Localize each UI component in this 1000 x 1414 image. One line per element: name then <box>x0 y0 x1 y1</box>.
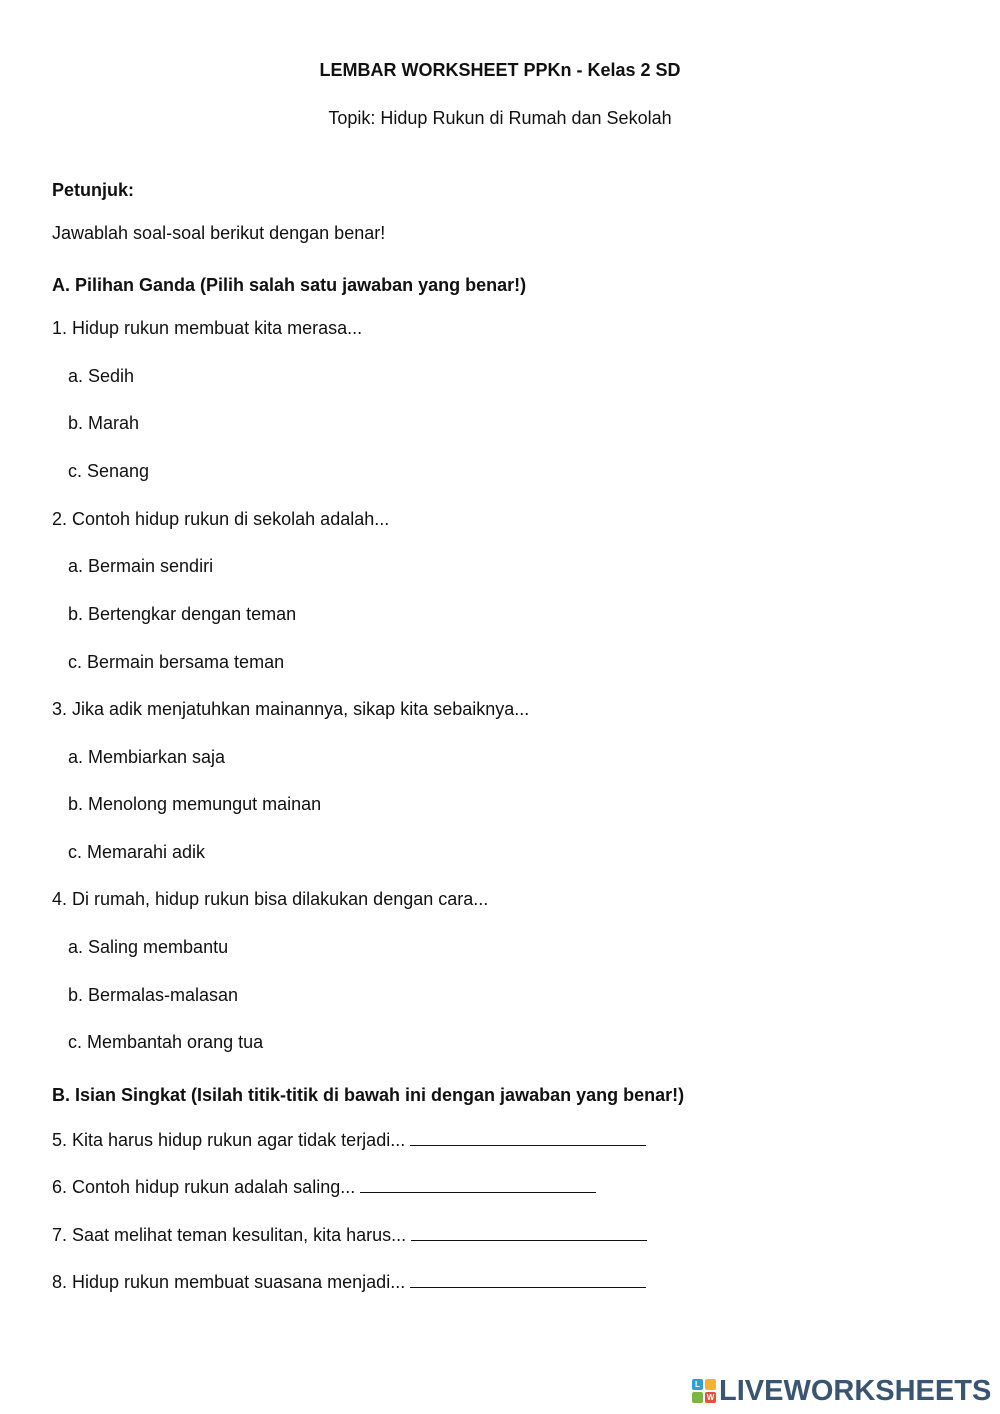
question-2-option-b[interactable]: b. Bertengkar dengan teman <box>68 604 297 624</box>
fill-question-7 <box>52 1222 647 1246</box>
section-a-heading: A. Pilihan Ganda (Pilih salah satu jawaban yang benar!) <box>52 275 527 295</box>
question-1: 1. Hidup rukun membuat kita merasa... <box>52 318 363 338</box>
question-2-option-a[interactable]: a. Bermain sendiri <box>68 556 214 576</box>
instructions-heading: Petunjuk: <box>52 180 135 200</box>
question-3-option-b[interactable]: b. Menolong memungut mainan <box>68 794 322 814</box>
question-4-option-b[interactable]: b. Bermalas-malasan <box>68 985 239 1005</box>
liveworksheets-logo-text: LIVEWORKSHEETS <box>719 1374 992 1407</box>
fill-question-6-text: 6. Contoh hidup rukun adalah saling... <box>52 1177 356 1197</box>
logo-icon-cell-1: L <box>692 1379 703 1390</box>
question-4: 4. Di rumah, hidup rukun bisa dilakukan dengan cara... <box>52 889 489 909</box>
worksheet-title: LEMBAR WORKSHEET PPKn - Kelas 2 SD <box>319 60 681 80</box>
fill-question-8-text: 8. Hidup rukun membuat suasana menjadi... <box>52 1272 406 1292</box>
question-2: 2. Contoh hidup rukun di sekolah adalah... <box>52 509 390 529</box>
liveworksheets-logo <box>692 1374 991 1408</box>
question-3-option-a[interactable]: a. Membiarkan saja <box>68 747 226 767</box>
fill-question-8 <box>52 1269 646 1293</box>
instructions-text: Jawablah soal-soal berikut dengan benar! <box>52 223 386 243</box>
worksheet-subtitle: Topik: Hidup Rukun di Rumah dan Sekolah <box>328 108 672 128</box>
fill-question-7-text: 7. Saat melihat teman kesulitan, kita harus... <box>52 1225 407 1245</box>
answer-blank-6[interactable] <box>360 1174 596 1193</box>
question-3: 3. Jika adik menjatuhkan mainannya, sikap kita sebaiknya... <box>52 699 530 719</box>
question-3-option-c[interactable]: c. Memarahi adik <box>68 842 206 862</box>
logo-icon-cell-2 <box>705 1379 716 1390</box>
liveworksheets-logo-icon <box>692 1379 716 1403</box>
answer-blank-5[interactable] <box>410 1127 646 1146</box>
question-1-option-b[interactable]: b. Marah <box>68 413 140 433</box>
question-1-option-c[interactable]: c. Senang <box>68 461 150 481</box>
answer-blank-7[interactable] <box>411 1222 647 1241</box>
fill-question-5-text: 5. Kita harus hidup rukun agar tidak terjadi... <box>52 1130 406 1150</box>
fill-question-5 <box>52 1127 646 1151</box>
question-2-option-c[interactable]: c. Bermain bersama teman <box>68 652 285 672</box>
answer-blank-8[interactable] <box>410 1269 646 1288</box>
question-4-option-a[interactable]: a. Saling membantu <box>68 937 229 957</box>
question-4-option-c[interactable]: c. Membantah orang tua <box>68 1032 264 1052</box>
logo-icon-cell-4: W <box>706 1393 715 1402</box>
logo-icon-cell-3 <box>692 1392 703 1403</box>
question-1-option-a[interactable]: a. Sedih <box>68 366 135 386</box>
section-b-heading: B. Isian Singkat (Isilah titik-titik di bawah ini dengan jawaban yang benar!) <box>52 1085 685 1105</box>
fill-question-6 <box>52 1174 596 1198</box>
